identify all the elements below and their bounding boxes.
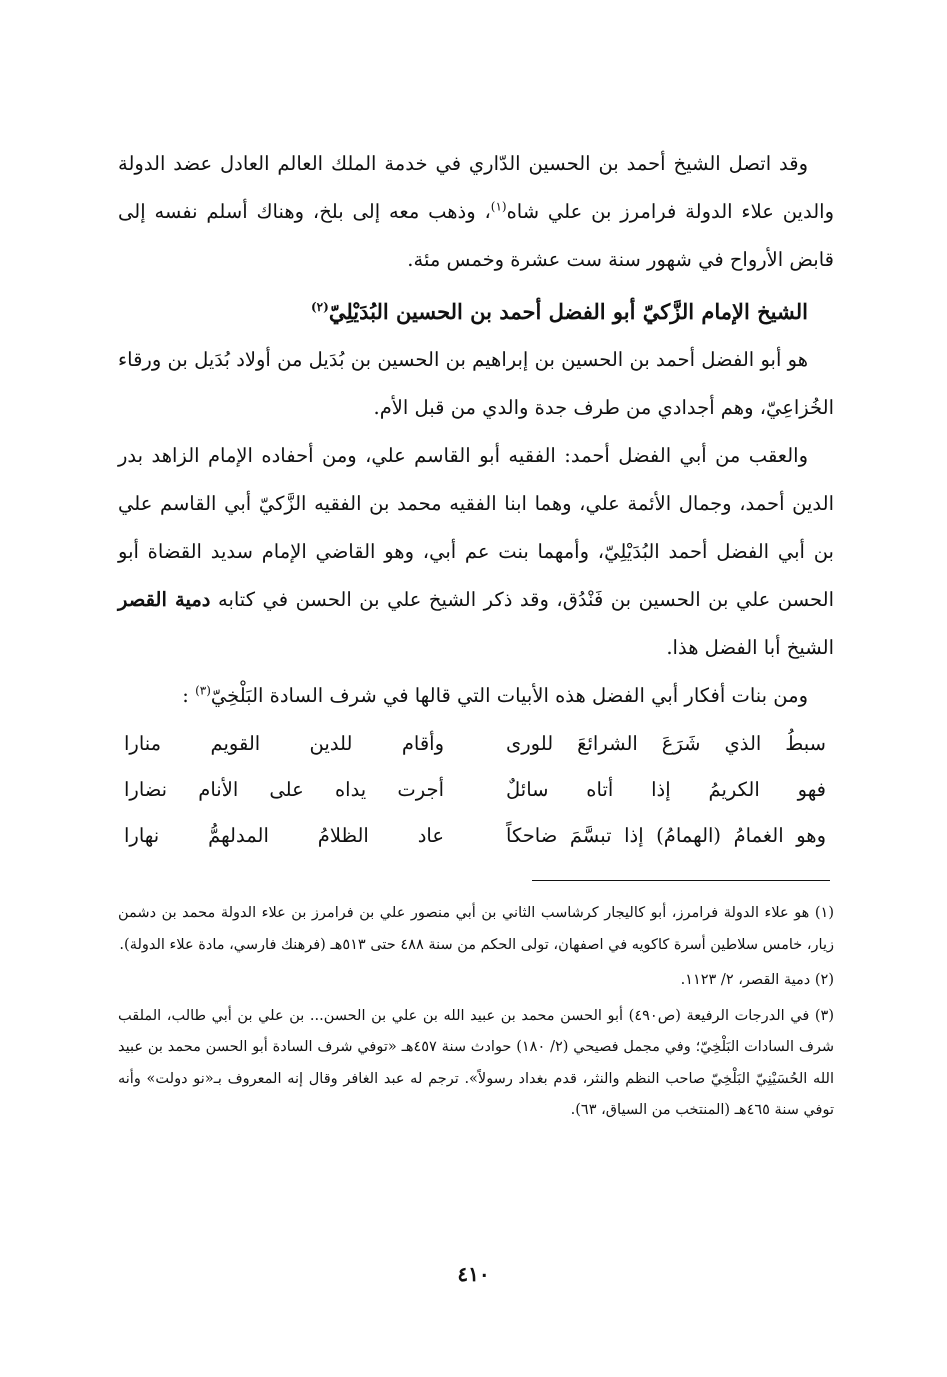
poem-verse <box>118 766 834 812</box>
verse-second-hemistich: وأقام للدين القويم منارا <box>124 731 444 755</box>
verse-first-hemistich: وهو الغمامُ (الهمامُ) إذا تبسَّمَ ضاحكاً <box>506 823 826 847</box>
footnotes <box>118 898 834 1131</box>
section-heading-text: الشيخ الإمام الزَّكيّ أبو الفضل أحمد بن الحسين البُدَيْلِيّ <box>328 299 808 324</box>
paragraph-4 <box>118 672 834 720</box>
footnote-separator <box>532 880 830 881</box>
paragraph-4-colon: : <box>182 684 189 707</box>
footnote-ref-1[interactable]: (١) <box>490 199 507 214</box>
footnote-1: (١) هو علاء الدولة فرامرز، أبو كاليجار كرشاسب الثاني بن أبي منصور علي بن فرامرز بن علاء الدولة محمد بن دشمن زيار، خامس سلاطين أسرة كاكويه في اصفهان، تولى الحكم من سنة ٤٨٨ حتى ٥١٣هـ (فرهنك فارسي، مادة علاء الدولة). <box>118 905 834 953</box>
paragraph-1 <box>118 140 834 284</box>
poem-verse <box>118 720 834 766</box>
verse-second-hemistich: أجرت يداه على الأنام نضارا <box>124 777 444 801</box>
paragraph-1-rest: ، وذهب معه إلى بلخ، وهناك أسلم نفسه إلى قابض الأرواح في شهور سنة ست عشرة وخمس مئة. <box>118 200 834 271</box>
paragraph-3 <box>118 432 834 672</box>
poem-verse <box>118 812 834 858</box>
paragraph-3-end: الشيخ أبا الفضل هذا. <box>666 636 834 659</box>
poem <box>118 720 834 858</box>
verse-second-hemistich: عاد الظلامُ المدلهمُّ نهارا <box>124 823 444 847</box>
paragraph-4-text: ومن بنات أفكار أبي الفضل هذه الأبيات التي قالها في شرف السادة البَلْخِيّ <box>210 684 808 707</box>
book-title: دمية القصر <box>118 588 211 611</box>
footnote-ref-3[interactable]: (٣) <box>195 683 211 698</box>
verse-first-hemistich: سبطُ الذي شَرَعَ الشرائعَ للورى <box>506 731 826 755</box>
section-heading <box>118 288 834 336</box>
footnote-3: (٣) في الدرجات الرفيعة (ص٤٩٠) أبو الحسن محمد بن عبيد الله بن علي بن الحسن... بن علي بن أبي طالب، الملقب شرف السادات البَلْخِيّ؛ وفي مجمل فصيحي (٢/ ١٨٠) حوادث سنة ٤٥٧هـ «توفي شرف السادة أبو الحسن محمد بن عبيد الله الحُسَيْنِيّ البَلْخِيّ صاحب النظم والنثر، قدم بغداد رسولاً». ترجم له عبد الغافر وقال إنه المعروف بـ«نو دولت» وأنه توفي سنة ٤٦٥هـ (المنتخب من السياق، ٦٣). <box>118 1007 835 1118</box>
footnote-2: (٢) دمية القصر، ٢/ ١١٢٣. <box>680 972 834 988</box>
paragraph-3-text: والعقب من أبي الفضل أحمد: الفقيه أبو القاسم علي، ومن أحفاده الإمام الزاهد بدر الدين أحمد، وجمال الأئمة علي، وهما ابنا الفقيه محمد بن الفقيه الزَّكيّ أبي القاسم علي بن أبي الفضل أحمد البُدَيْلِيّ، وأمهما بنت عم أبي، وهو القاضي الإمام سديد القضاة أبو الحسن علي بن الحسين بن فَنْدُق، وقد ذكر الشيخ علي بن الحسن في كتابه <box>118 444 834 611</box>
verse-first-hemistich: فهو الكريمُ إذا أتاه سائلٌ <box>506 777 826 801</box>
footnote-ref-2[interactable]: (٢) <box>310 300 329 314</box>
main-text-block <box>118 140 834 858</box>
paragraph-2: هو أبو الفضل أحمد بن الحسين بن إبراهيم بن الحسين بن بُدَيل من أولاد بُدَيل بن ورقاء الخُزاعِيّ، وهم أجدادي من طرف جدة والدي من قبل الأم. <box>118 348 834 419</box>
paragraph-1-text: وقد اتصل الشيخ أحمد بن الحسين الدّاري في خدمة الملك العالم العادل عضد الدولة والدين علاء الدولة فرامرز بن علي شاه <box>118 152 834 223</box>
page-number: ٤١٠ <box>457 1262 490 1286</box>
